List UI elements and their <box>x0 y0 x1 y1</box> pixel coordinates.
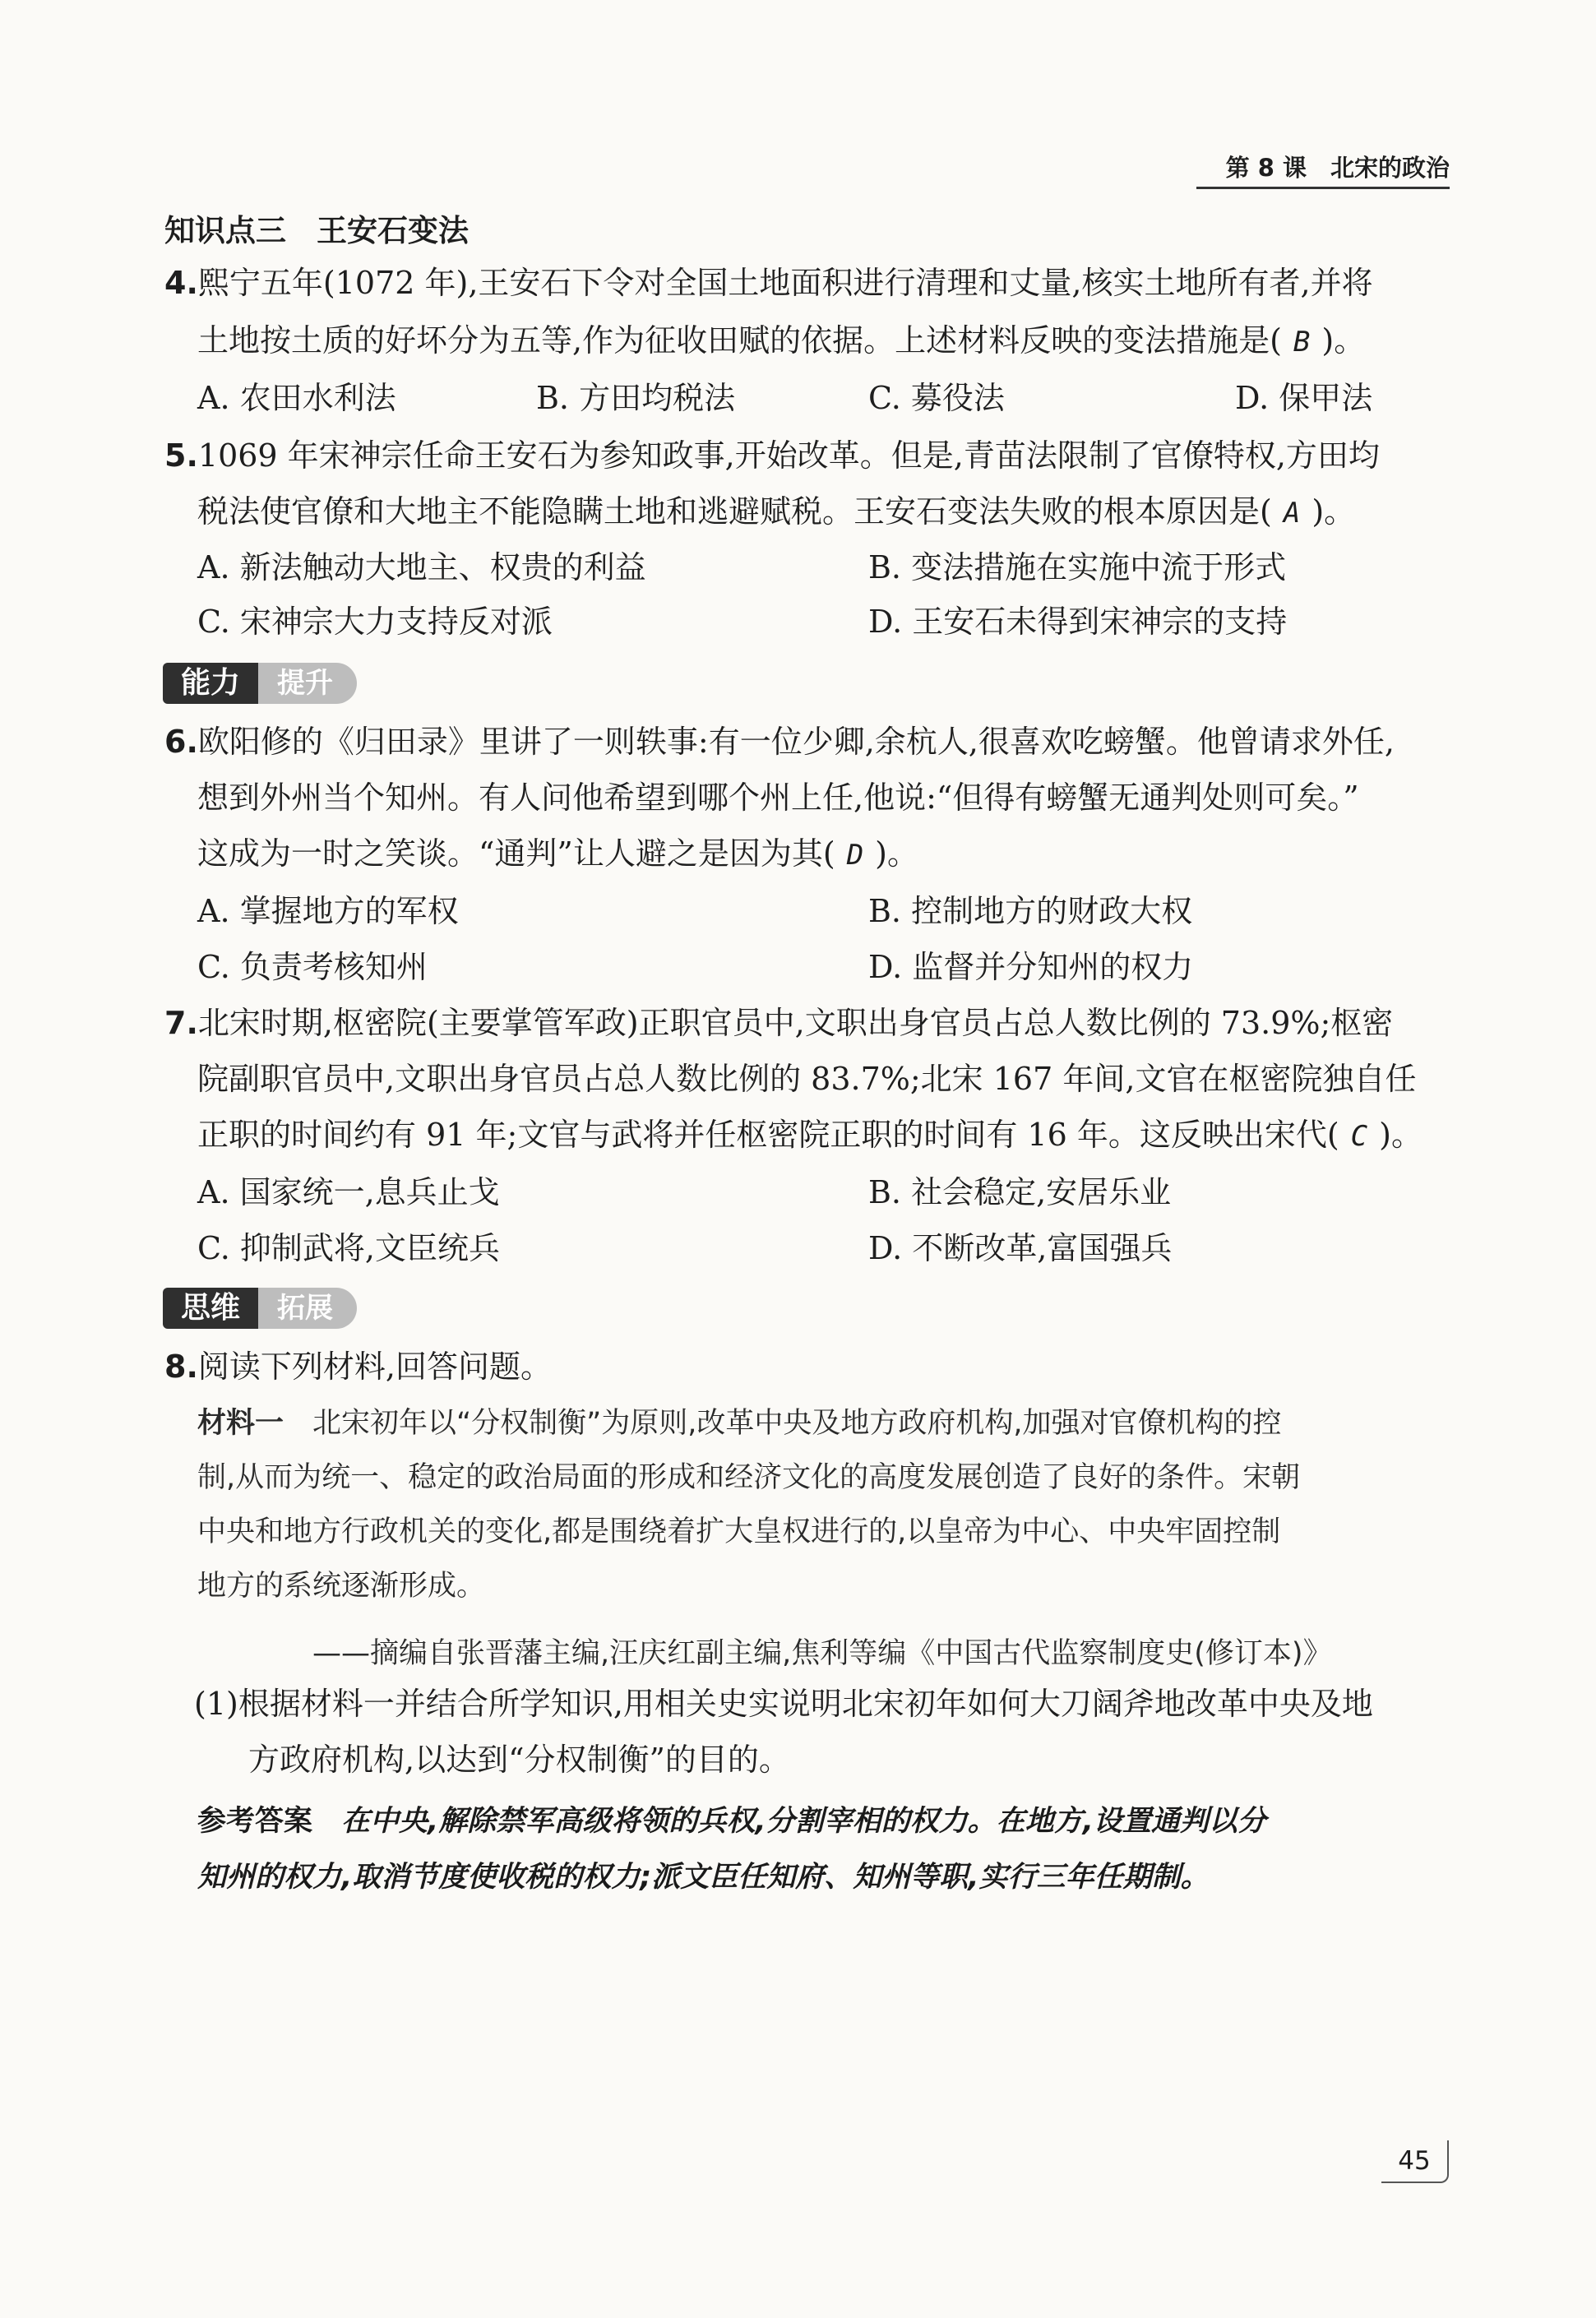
material-label: 材料一 <box>197 1407 285 1440</box>
q6-option-d: D. 监督并分知州的权力 <box>868 949 1194 985</box>
q6-line1: 6.欧阳修的《归田录》里讲了一则轶事:有一位少卿,余杭人,很喜欢吃螃蟹。他曾请求外任, <box>164 724 1395 760</box>
q7-line3: 正职的时间约有 91 年;文官与武将并任枢密院正职的时间有 16 年。这反映出宋代( C )。 <box>197 1117 1423 1153</box>
material-line-4: 地方的系统逐渐形成。 <box>197 1570 486 1603</box>
q7-option-d: D. 不断改革,富国强兵 <box>868 1230 1173 1266</box>
banner-left: 能力 <box>163 663 258 704</box>
q7-option-c: C. 抑制武将,文臣统兵 <box>197 1230 500 1266</box>
q4-option-a: A. 农田水利法 <box>197 380 396 416</box>
banner-left: 思维 <box>163 1288 258 1329</box>
section-title: 知识点三 王安石变法 <box>164 213 469 248</box>
material-line-1: 材料一 北宋初年以“分权制衡”为原则,改革中央及地方政府机构,加强对官僚机构的控 <box>197 1407 1282 1440</box>
page-number: 45 <box>1381 2140 1449 2183</box>
q4-answer: B <box>1293 326 1311 359</box>
q4-line2: 土地按土质的好坏分为五等,作为征收田赋的依据。上述材料反映的变法措施是( B )。 <box>197 322 1366 359</box>
ability-banner <box>163 663 360 704</box>
q6-answer: D <box>846 839 864 872</box>
q7-answer: C <box>1350 1120 1368 1153</box>
q8-sub1-line1: (1)根据材料一并结合所学知识,用相关史实说明北宋初年如何大刀阔斧地改革中央及地 <box>194 1686 1373 1722</box>
q7-line2: 院副职官员中,文职出身官员占总人数比例的 83.7%;北宋 167 年间,文官在枢密院独自任 <box>197 1061 1417 1097</box>
q5-option-c: C. 宋神宗大力支持反对派 <box>197 604 553 640</box>
q6-line2: 想到外州当个知州。有人问他希望到哪个州上任,他说:“但得有螃蟹无通判处则可矣。” <box>197 780 1359 816</box>
q4-option-c: C. 募役法 <box>868 380 1005 416</box>
material-line-2: 制,从而为统一、稳定的政治局面的形成和经济文化的高度发展创造了良好的条件。宋朝 <box>197 1461 1301 1494</box>
q8-sub1-line2: 方政府机构,以达到“分权制衡”的目的。 <box>248 1742 790 1778</box>
material-source: ——摘编自张晋藩主编,汪庆红副主编,焦利等编《中国古代监察制度史(修订本)》 <box>312 1637 1332 1670</box>
lesson-header: 第 8 课 北宋的政治 <box>1196 150 1450 189</box>
thinking-banner <box>163 1288 360 1329</box>
q7-number: 7. <box>164 1005 198 1041</box>
q5-line1: 5.1069 年宋神宗任命王安石为参知政事,开始改革。但是,青苗法限制了官僚特权,方田均 <box>164 437 1380 474</box>
q8-number: 8. <box>164 1349 198 1385</box>
q7-option-a: A. 国家统一,息兵止戈 <box>197 1174 500 1210</box>
q4-option-b: B. 方田均税法 <box>536 380 736 416</box>
q7-option-b: B. 社会稳定,安居乐业 <box>868 1174 1172 1210</box>
q5-option-d: D. 王安石未得到宋神宗的支持 <box>868 604 1288 640</box>
q5-answer: A <box>1283 497 1301 530</box>
q6-option-b: B. 控制地方的财政大权 <box>868 893 1193 929</box>
q4-option-d: D. 保甲法 <box>1235 380 1373 416</box>
answer-label: 参考答案 <box>197 1805 313 1838</box>
q8-intro: 8.阅读下列材料,回答问题。 <box>164 1349 552 1385</box>
q5-number: 5. <box>164 437 198 474</box>
q5-line2: 税法使官僚和大地主不能隐瞒土地和逃避赋税。王安石变法失败的根本原因是( A )。 <box>197 493 1356 530</box>
q6-option-c: C. 负责考核知州 <box>197 949 428 985</box>
q6-line3: 这成为一时之笑谈。“通判”让人避之是因为其( D )。 <box>197 835 918 872</box>
q4-line1: 4.熙宁五年(1072 年),王安石下令对全国土地面积进行清理和丈量,核实土地所有者,并将 <box>164 265 1373 301</box>
q5-option-b: B. 变法措施在实施中流于形式 <box>868 549 1287 585</box>
q6-option-a: A. 掌握地方的军权 <box>197 893 459 929</box>
q6-number: 6. <box>164 724 198 760</box>
banner-right: 拓展 <box>253 1288 357 1329</box>
material-line-3: 中央和地方行政机关的变化,都是围绕着扩大皇权进行的,以皇帝为中心、中央牢固控制 <box>197 1515 1281 1548</box>
reference-answer-line1: 参考答案 在中央,解除禁军高级将领的兵权,分割宰相的权力。在地方,设置通判以分 <box>197 1805 1266 1838</box>
q5-option-a: A. 新法触动大地主、权贵的利益 <box>197 549 646 585</box>
q4-number: 4. <box>164 265 198 301</box>
reference-answer-line2: 知州的权力,取消节度使收税的权力;派文臣任知府、知州等职,实行三年任期制。 <box>197 1861 1210 1894</box>
banner-right: 提升 <box>253 663 357 704</box>
q7-line1: 7.北宋时期,枢密院(主要掌管军政)正职官员中,文职出身官员占总人数比例的 73.9%;枢密 <box>164 1005 1394 1041</box>
